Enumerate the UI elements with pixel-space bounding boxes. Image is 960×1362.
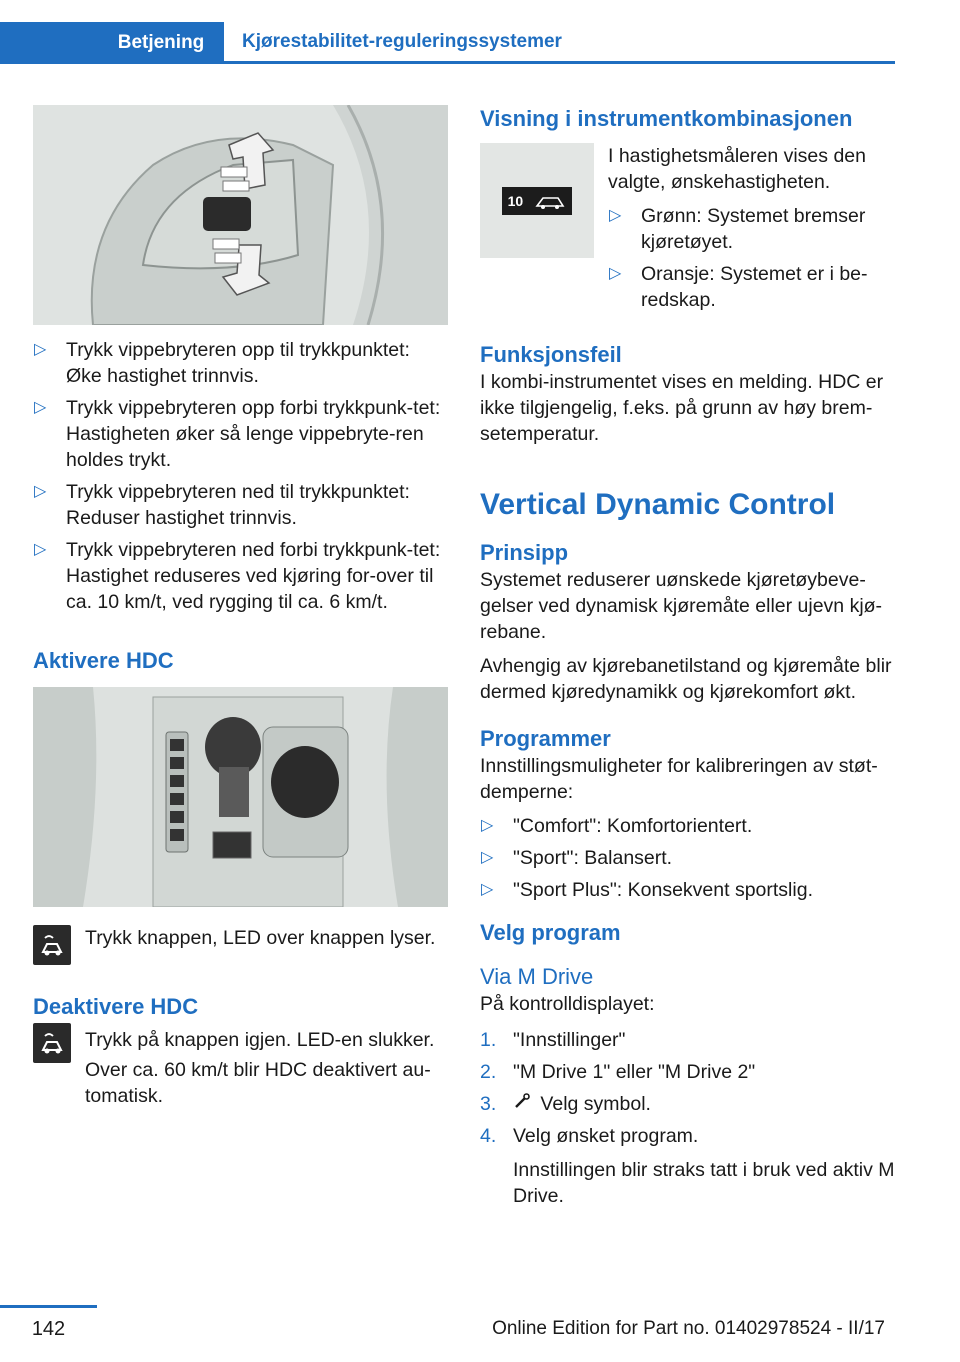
list-item: [480, 1059, 895, 1085]
steering-wheel-rocker-photo: [33, 105, 448, 325]
programmer-list: [480, 813, 895, 903]
step-text: "Innstillinger": [513, 1029, 626, 1051]
list-item: ▷ Grønn: Systemet bremser kjøretøyet.: [608, 203, 895, 255]
header-chapter-tab[interactable]: Kjørestabilitet-reguleringssystemer: [224, 22, 895, 64]
step-text: Velg ønsket program.: [513, 1125, 699, 1147]
aktivere-text: Trykk knappen, LED over knappen lyser.: [85, 927, 436, 949]
wrench-icon: [513, 1091, 535, 1117]
step-text: "M Drive 1" eller "M Drive 2": [513, 1061, 756, 1083]
list-item: ▷ "Sport": Balansert.: [480, 845, 895, 871]
header-section-tab[interactable]: Betjening: [98, 22, 224, 64]
list-item: [480, 1027, 895, 1053]
deaktivere-text-1: Trykk på knappen igjen. LED-en slukker.: [85, 1029, 435, 1051]
center-console-photo: [33, 687, 448, 907]
visning-heading: Visning i instrumentkombinasjonen: [480, 106, 853, 131]
visning-text: I hastighetsmåleren vises den valgte, ønskehastigheten.: [608, 145, 866, 193]
prinsipp-text-2: Avhengig av kjørebanetilstand og kjøremåte blir dermed kjøredynamikk og kjørekomfort økt.: [480, 655, 892, 703]
list-item: ▷ Trykk vippebryteren ned forbi trykkpunk-tet: Hastighet reduseres ved kjøring for-over til ca. 10 km/t, ved rygging til ca. 6 km/t.: [33, 537, 448, 615]
step-number: 2.: [480, 1061, 497, 1083]
steering-wheel-illustration: [33, 105, 448, 325]
via-m-drive-heading: Via M Drive: [480, 964, 594, 989]
step-number: 1.: [480, 1029, 497, 1051]
display-speed-value: 10: [507, 192, 524, 209]
list-item: [480, 1091, 895, 1117]
page-number: 142: [31, 1318, 66, 1340]
list-item: ▷ Trykk vippebryteren opp forbi trykkpunk-tet: Hastigheten øker så lenge vippebryte-ren holdes trykt.: [33, 395, 448, 473]
funksjonsfeil-heading: Funksjonsfeil: [480, 342, 622, 367]
vdc-heading: Vertical Dynamic Control: [480, 488, 836, 521]
steps-list: [480, 1027, 895, 1209]
hdc-car-icon: [534, 192, 566, 210]
center-console-illustration: [33, 687, 448, 907]
step-number: 3.: [480, 1093, 497, 1115]
hdc-button-icon: [33, 1023, 71, 1063]
programmer-text: Innstillingsmuligheter for kalibreringen av støt-demperne:: [480, 755, 878, 803]
edition-text: Online Edition for Part no. 01402978524 - II/17: [492, 1318, 885, 1339]
visning-list: [608, 203, 895, 313]
instrument-display-photo: [480, 143, 594, 258]
funksjonsfeil-text: I kombi-instrumentet vises en melding. HDC er ikke tilgjengelig, f.eks. på grunn av høy brem-setemperatur.: [480, 371, 884, 445]
page-header: [0, 0, 960, 64]
aktivere-heading: Aktivere HDC: [33, 648, 174, 673]
list-item: ▷ Trykk vippebryteren opp til trykkpunktet: Øke hastighet trinnvis.: [33, 337, 448, 389]
deaktivere-text-2: Over ca. 60 km/t blir HDC deaktivert au-tomatisk.: [85, 1059, 431, 1107]
rocker-instructions-list: [33, 337, 448, 615]
list-item: [480, 1123, 895, 1209]
list-item: ▷ "Sport Plus": Konsekvent sportslig.: [480, 877, 895, 903]
right-column: [480, 105, 895, 1215]
programmer-heading: Programmer: [480, 726, 611, 751]
list-item: ▷ Oransje: Systemet er i be-redskap.: [608, 261, 895, 313]
step-text: Velg symbol.: [540, 1093, 651, 1115]
step-number: 4.: [480, 1125, 497, 1147]
visning-block: [480, 143, 895, 319]
list-item: ▷ "Comfort": Komfortorientert.: [480, 813, 895, 839]
prinsipp-text-1: Systemet reduserer uønskede kjøretøybeve-gelser ved dynamisk kjøremåte eller ujevn kjø-rebane.: [480, 569, 883, 643]
step-4-note: Innstillingen blir straks tatt i bruk ved aktiv M Drive.: [513, 1159, 895, 1207]
deaktivere-heading: Deaktivere HDC: [33, 994, 199, 1019]
via-m-drive-text: På kontrolldisplayet:: [480, 993, 655, 1015]
velg-program-heading: Velg program: [480, 920, 621, 945]
display-panel: [502, 187, 572, 215]
aktivere-row: [33, 925, 448, 965]
prinsipp-heading: Prinsipp: [480, 540, 569, 565]
left-column: [33, 105, 448, 1109]
deaktivere-row: [33, 1023, 448, 1109]
hdc-button-icon: [33, 925, 71, 965]
header-left-bar: [0, 22, 98, 64]
list-item: ▷ Trykk vippebryteren ned til trykkpunktet: Reduser hastighet trinnvis.: [33, 479, 448, 531]
footer-line: [0, 1305, 97, 1308]
